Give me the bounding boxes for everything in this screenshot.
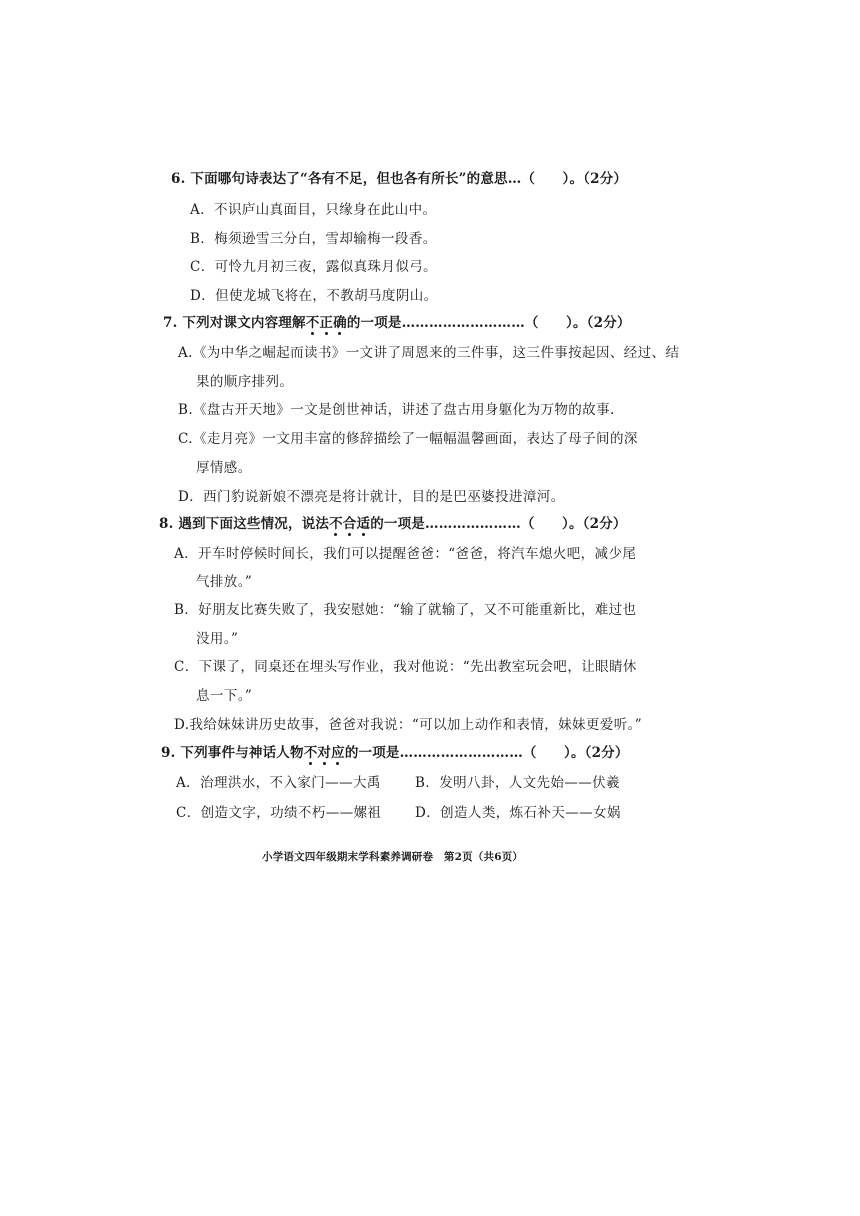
question-6-option-c: C．可怜九月初三夜，露似真珠月似弓。 [190,259,438,275]
question-6-stem: 6. 下面哪句诗表达了“各有不足，但也各有所长”的意思…（ ）。（2分） [171,171,628,187]
question-8-option-c: C．下课了，同桌还在埋头写作业，我对他说：“先出教室玩会吧，让眼睛休 [174,659,637,675]
question-7-option-b: B.《盘古开天地》一文是创世神话，讲述了盘古用身躯化为万物的故事. [178,402,615,418]
question-7-stem [163,311,631,331]
question-7-stem-end: 的一项是………………………（ ）。（2分） [346,315,631,331]
question-8-emphasis: 不合适 [329,516,371,532]
question-9-option-b: B．发明八卦，人文先始——伏羲 [415,775,620,791]
question-8-stem [159,512,627,532]
question-9-option-a: A．治理洪水，不入家门——大禹 [176,775,381,791]
question-7-option-c-continued: 厚情感。 [196,460,252,476]
question-8-stem-start: 8. 遇到下面这些情况，说法 [159,516,330,532]
question-7-option-a-continued: 果的顺序排列。 [196,374,294,390]
question-7-option-c: C.《走月亮》一文用丰富的修辞描绘了一幅幅温馨画面，表达了母子间的深 [178,431,638,447]
page-footer: 小学语文四年级期末学科素养调研卷 第2页（共6页） [262,851,524,863]
question-8-option-a-continued: 气排放。” [196,574,253,590]
question-7-option-a: A.《为中华之崛起而读书》一文讲了周恩来的三件事，这三件事按起因、经过、结 [178,345,680,361]
question-8-option-d: D.我给妹妹讲历史故事，爸爸对我说：“可以加上动作和表情，妹妹更爱听。” [174,717,643,733]
question-7-option-d: D．西门豹说新娘不漂亮是将计就计，目的是巴巫婆投进漳河。 [178,489,565,505]
question-6-option-a: A．不识庐山真面目，只缘身在此山中。 [190,202,437,218]
question-9-stem [161,741,629,761]
question-9-stem-start: 9. 下列事件与神话人物 [161,745,304,761]
question-6-option-b: B．梅须逊雪三分白，雪却输梅一段香。 [190,231,437,247]
question-8-option-b: B．好朋友比赛失败了，我安慰她：“输了就输了，又不可能重新比，难过也 [174,602,637,618]
question-9-option-d: D．创造人类，炼石补天——女娲 [415,805,621,821]
question-8-option-c-continued: 息一下。” [196,688,253,704]
question-8-stem-end: 的一项是…………………（ ）。（2分） [370,516,627,532]
question-8-option-b-continued: 没用。” [196,631,239,647]
question-9-option-c: C．创造文字，功绩不朽——嫘祖 [176,805,382,821]
question-8-option-a: A．开车时停候时间长，我们可以提醒爸爸：“爸爸，将汽车熄火吧，减少尾 [174,546,637,562]
question-7-stem-start: 7. 下列对课文内容理解 [163,315,306,331]
question-6-option-d: D．但使龙城飞将在，不教胡马度阴山。 [190,288,438,304]
question-9-stem-end: 的一项是………………………（ ）。（2分） [344,745,629,761]
question-9-emphasis: 不对应 [303,745,345,761]
question-7-emphasis: 不正确 [305,315,347,331]
